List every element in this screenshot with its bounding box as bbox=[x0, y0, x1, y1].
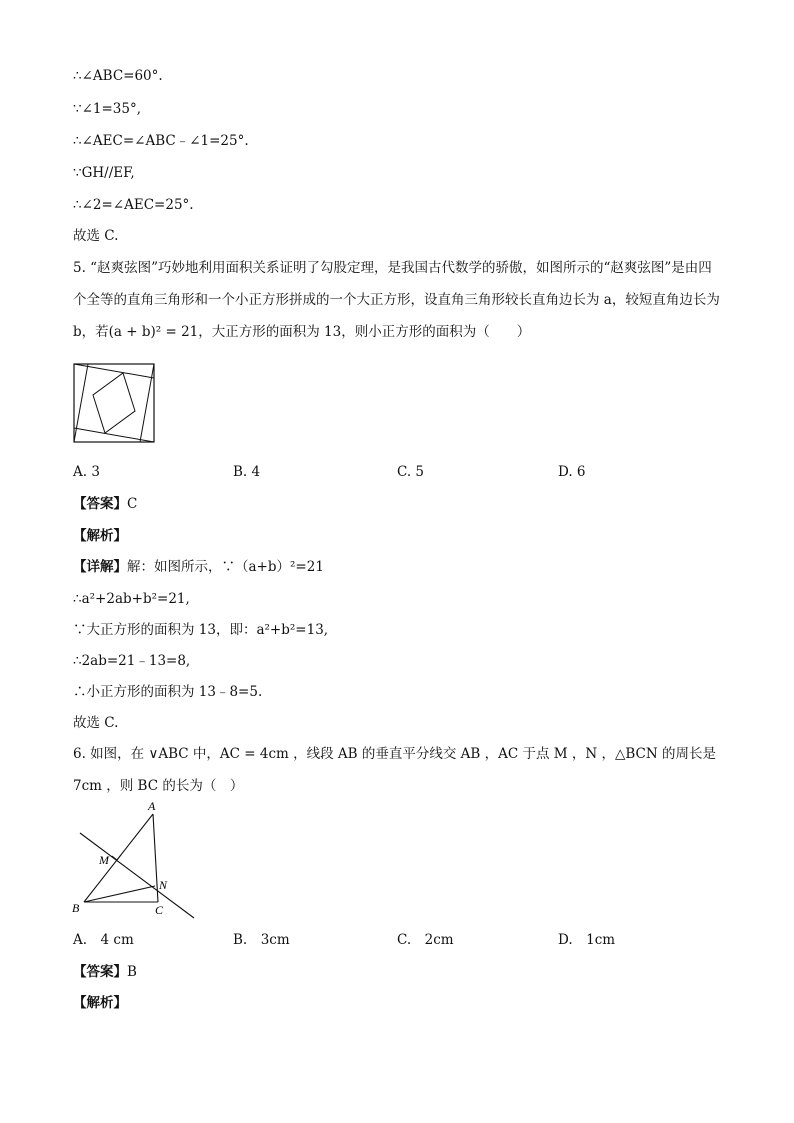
question-5-text: 5. “赵爽弦图”巧妙地利用面积关系证明了勾股定理，是我国古代数学的骄傲，如图所示的“赵爽弦图”是由四个全等的直角三角形和一个小正方形拼成的一个大正方形，设直角三角形较长直角边长为 a，较短直角边长为 b，若(a + b)² = 21，大正方形的面积为 13，则小正方形的面积为（ ） bbox=[73, 260, 720, 340]
answer-value: C bbox=[127, 496, 138, 512]
option-a: A. 3 bbox=[73, 464, 100, 480]
label-b: B bbox=[72, 901, 80, 915]
detail-line: 【详解】解：如图所示，∵（a+b）²=21 bbox=[73, 559, 324, 575]
option-b: B. 3cm bbox=[233, 932, 290, 948]
option-a: A. 4 cm bbox=[73, 932, 134, 948]
option-c: C. 5 bbox=[397, 464, 425, 480]
detail-tag: 【详解】 bbox=[73, 559, 127, 575]
triangle-figure bbox=[66, 798, 202, 924]
solution-line: 故选 C. bbox=[73, 228, 119, 244]
detail-line: 故选 C. bbox=[73, 715, 119, 731]
answer-value: B bbox=[127, 964, 137, 980]
zhao-shuang-figure bbox=[70, 360, 160, 446]
solution-line: ∴∠2=∠AEC=25°. bbox=[73, 197, 194, 213]
answer-line bbox=[73, 494, 137, 514]
label-m: M bbox=[99, 853, 109, 867]
option-d: D. 1cm bbox=[558, 932, 616, 948]
detail-line: ∴小正方形的面积为 13﹣8=5. bbox=[73, 684, 263, 700]
solution-line: ∵∠1=35°, bbox=[73, 101, 142, 117]
analysis-tag: 【解析】 bbox=[73, 995, 127, 1011]
solution-line: ∴∠AEC=∠ABC﹣∠1=25°. bbox=[73, 133, 249, 149]
answer-tag: 【答案】 bbox=[73, 496, 127, 512]
label-c: C bbox=[155, 903, 164, 917]
inner-square bbox=[93, 373, 135, 433]
analysis-tag: 【解析】 bbox=[73, 528, 127, 544]
label-n: N bbox=[159, 878, 168, 892]
option-c: C. 2cm bbox=[397, 932, 454, 948]
solution-line: ∵GH//EF, bbox=[73, 165, 135, 181]
question-6-text: 6. 如图，在 ∨ABC 中，AC = 4cm ，线段 AB 的垂直平分线交 AB ，AC 于点 M ，N ，△BCN 的周长是 7cm ，则 BC 的长为（ ） bbox=[73, 746, 716, 794]
label-a: A bbox=[148, 799, 156, 813]
option-b: B. 4 bbox=[233, 464, 261, 480]
answer-line bbox=[73, 962, 137, 982]
perpendicular-bisector bbox=[80, 833, 194, 918]
option-d: D. 6 bbox=[558, 464, 586, 480]
answer-tag: 【答案】 bbox=[73, 964, 127, 980]
detail-line: ∵大正方形的面积为 13，即：a²+b²=13, bbox=[73, 622, 329, 638]
detail-line: ∴2ab=21﹣13=8, bbox=[73, 653, 191, 669]
solution-line: ∴∠ABC=60°. bbox=[73, 68, 163, 84]
detail-line: ∴a²+2ab+b²=21, bbox=[73, 591, 190, 607]
